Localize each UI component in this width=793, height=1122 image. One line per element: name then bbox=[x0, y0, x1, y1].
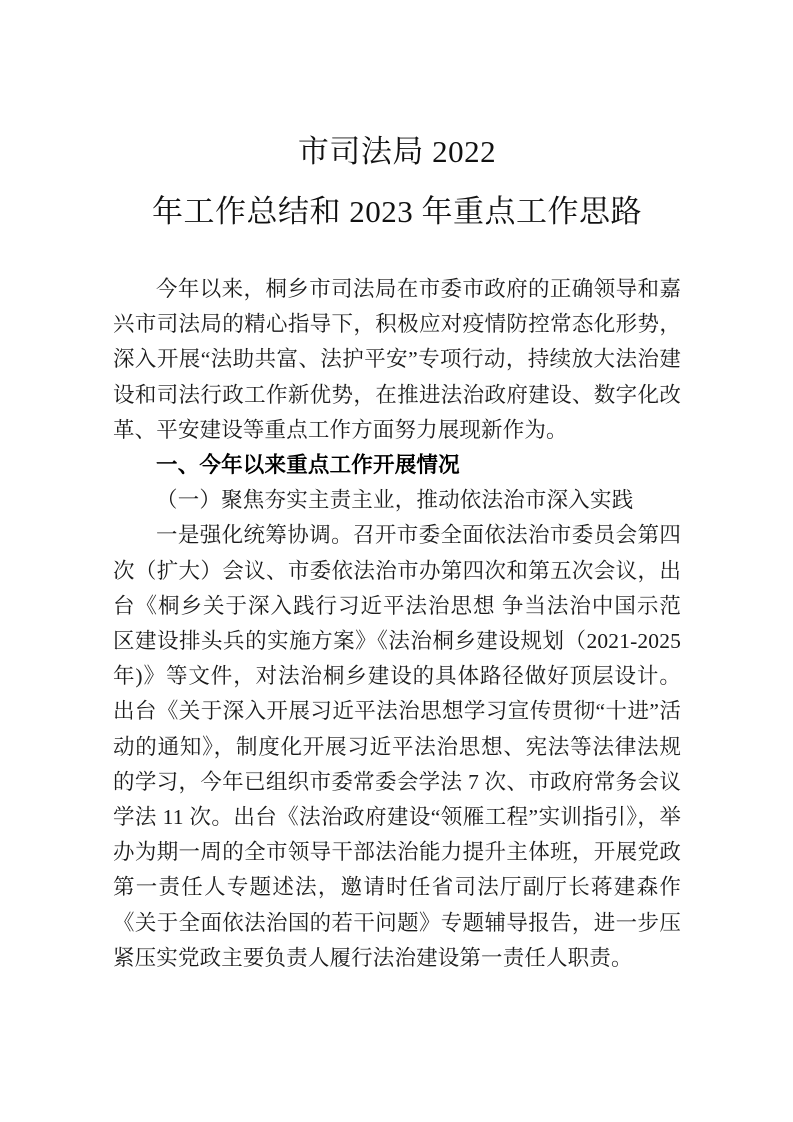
page-title-line-1: 市司法局 2022 bbox=[297, 134, 497, 169]
page-title bbox=[113, 0, 681, 242]
page-title-line-2: 年工作总结和 2023 年重点工作思路 bbox=[152, 194, 642, 229]
heading-subsection-one: （一）聚焦夯实主责主业，推动依法治市深入实践 bbox=[156, 488, 634, 513]
document-content-column bbox=[113, 0, 681, 976]
intro-paragraph: 今年以来，桐乡市司法局在市委市政府的正确领导和嘉兴市司法局的精心指导下，积极应对疫情防控常态化形势，深入开展“法助共富、法护平安”专项行动，持续放大法治建设和司法行政工作新优势，在推进法治政府建设、数字化改革、平安建设等重点工作方面努力展现新作为。 bbox=[113, 277, 681, 442]
body-paragraph-one: 一是强化统筹协调。召开市委全面依法治市委员会第四次（扩大）会议、市委依法治市办第四次和第五次会议，出台《桐乡关于深入践行习近平法治思想 争当法治中国示范区建设排头兵的实施方案》《法治桐乡建设规划（2021-2025年)》等文件，对法治桐乡建设的具体路径做好顶层设计。出台《关于深入开展习近平法治思想学习宣传贯彻“十进”活动的通知》，制度化开展习近平法治思想、宪法等法律法规的学习，今年已组织市委常委会学法 7 次、市政府常务会议学法 11 次。出台《法治政府建设“领雁工程”实训指引》，举办为期一周的全市领导干部法治能力提升主体班，开展党政第一责任人专题述法，邀请时任省司法厅副厅长蒋建森作《关于全面依法治国的若干问题》专题辅导报告，进一步压紧压实党政主要负责人履行法治建设第一责任人职责。 bbox=[113, 523, 681, 970]
heading-section-one: 一、今年以来重点工作开展情况 bbox=[156, 453, 460, 478]
